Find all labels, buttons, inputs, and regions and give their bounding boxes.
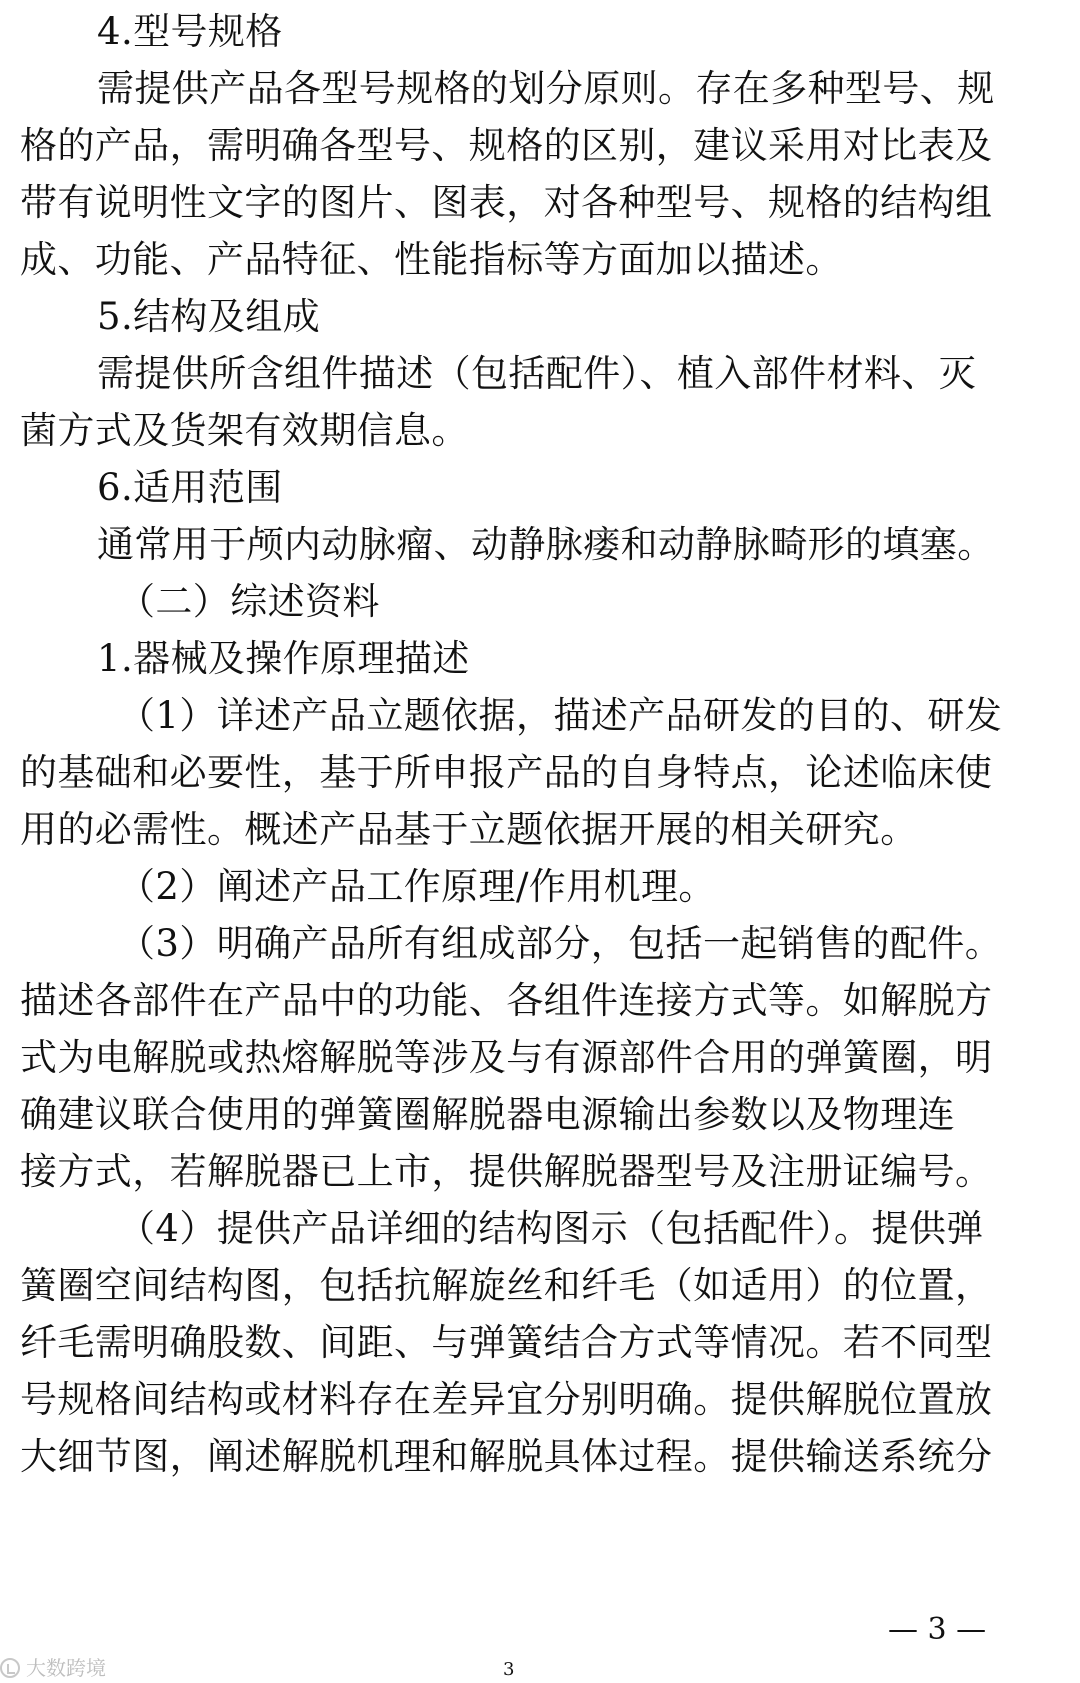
- page-number: — 3 —: [888, 1612, 987, 1647]
- watermark-icon: [0, 1658, 20, 1678]
- paragraph-line: 用的必需性。概述产品基于立题依据开展的相关研究。: [20, 808, 918, 851]
- heading-scope: 6.适用范围: [97, 466, 283, 509]
- paragraph-line: 菌方式及货架有效期信息。: [20, 409, 469, 452]
- paragraph-line: 带有说明性文字的图片、图表，对各种型号、规格的结构组: [20, 181, 993, 224]
- paragraph-line: 大细节图，阐述解脱机理和解脱具体过程。提供输送系统分: [20, 1435, 993, 1478]
- paragraph-line: （4）提供产品详细的结构图示（包括配件）。提供弹: [118, 1207, 984, 1250]
- small-page-number: 3: [503, 1659, 515, 1680]
- paragraph-line: 通常用于颅内动脉瘤、动静脉瘘和动静脉畸形的填塞。: [97, 523, 995, 566]
- paragraph-line: 簧圈空间结构图，包括抗解旋丝和纤毛（如适用）的位置，: [20, 1264, 993, 1307]
- paragraph-line: 式为电解脱或热熔解脱等涉及与有源部件合用的弹簧圈，明: [20, 1036, 993, 1079]
- paragraph-line: 需提供所含组件描述（包括配件）、植入部件材料、灭: [97, 352, 977, 395]
- paragraph-line: （3）明确产品所有组成部分，包括一起销售的配件。: [118, 922, 1003, 965]
- paragraph-line: 描述各部件在产品中的功能、各组件连接方式等。如解脱方: [20, 979, 993, 1022]
- paragraph-line: 成、功能、产品特征、性能指标等方面加以描述。: [20, 238, 843, 281]
- watermark-text: 大数跨境: [26, 1656, 106, 1680]
- heading-principle: 1.器械及操作原理描述: [97, 637, 470, 680]
- paragraph-line: 确建议联合使用的弹簧圈解脱器电源输出参数以及物理连: [20, 1093, 955, 1136]
- paragraph-line: （1）详述产品立题依据，描述产品研发的目的、研发: [118, 694, 1003, 737]
- paragraph-line: 格的产品，需明确各型号、规格的区别，建议采用对比表及: [20, 124, 993, 167]
- paragraph-line: （2）阐述产品工作原理/作用机理。: [118, 865, 716, 908]
- paragraph-line: 号规格间结构或材料存在差异宜分别明确。提供解脱位置放: [20, 1378, 993, 1421]
- paragraph-line: 纤毛需明确股数、间距、与弹簧结合方式等情况。若不同型: [20, 1321, 993, 1364]
- heading-structure: 5.结构及组成: [97, 295, 321, 338]
- section-heading-summary: （二）综述资料: [118, 580, 380, 623]
- heading-model-spec: 4.型号规格: [97, 10, 283, 53]
- paragraph-line: 需提供产品各型号规格的划分原则。存在多种型号、规: [97, 67, 995, 110]
- watermark: [0, 1657, 106, 1679]
- paragraph-line: 接方式，若解脱器已上市，提供解脱器型号及注册证编号。: [20, 1150, 993, 1193]
- paragraph-line: 的基础和必要性，基于所申报产品的自身特点，论述临床使: [20, 751, 993, 794]
